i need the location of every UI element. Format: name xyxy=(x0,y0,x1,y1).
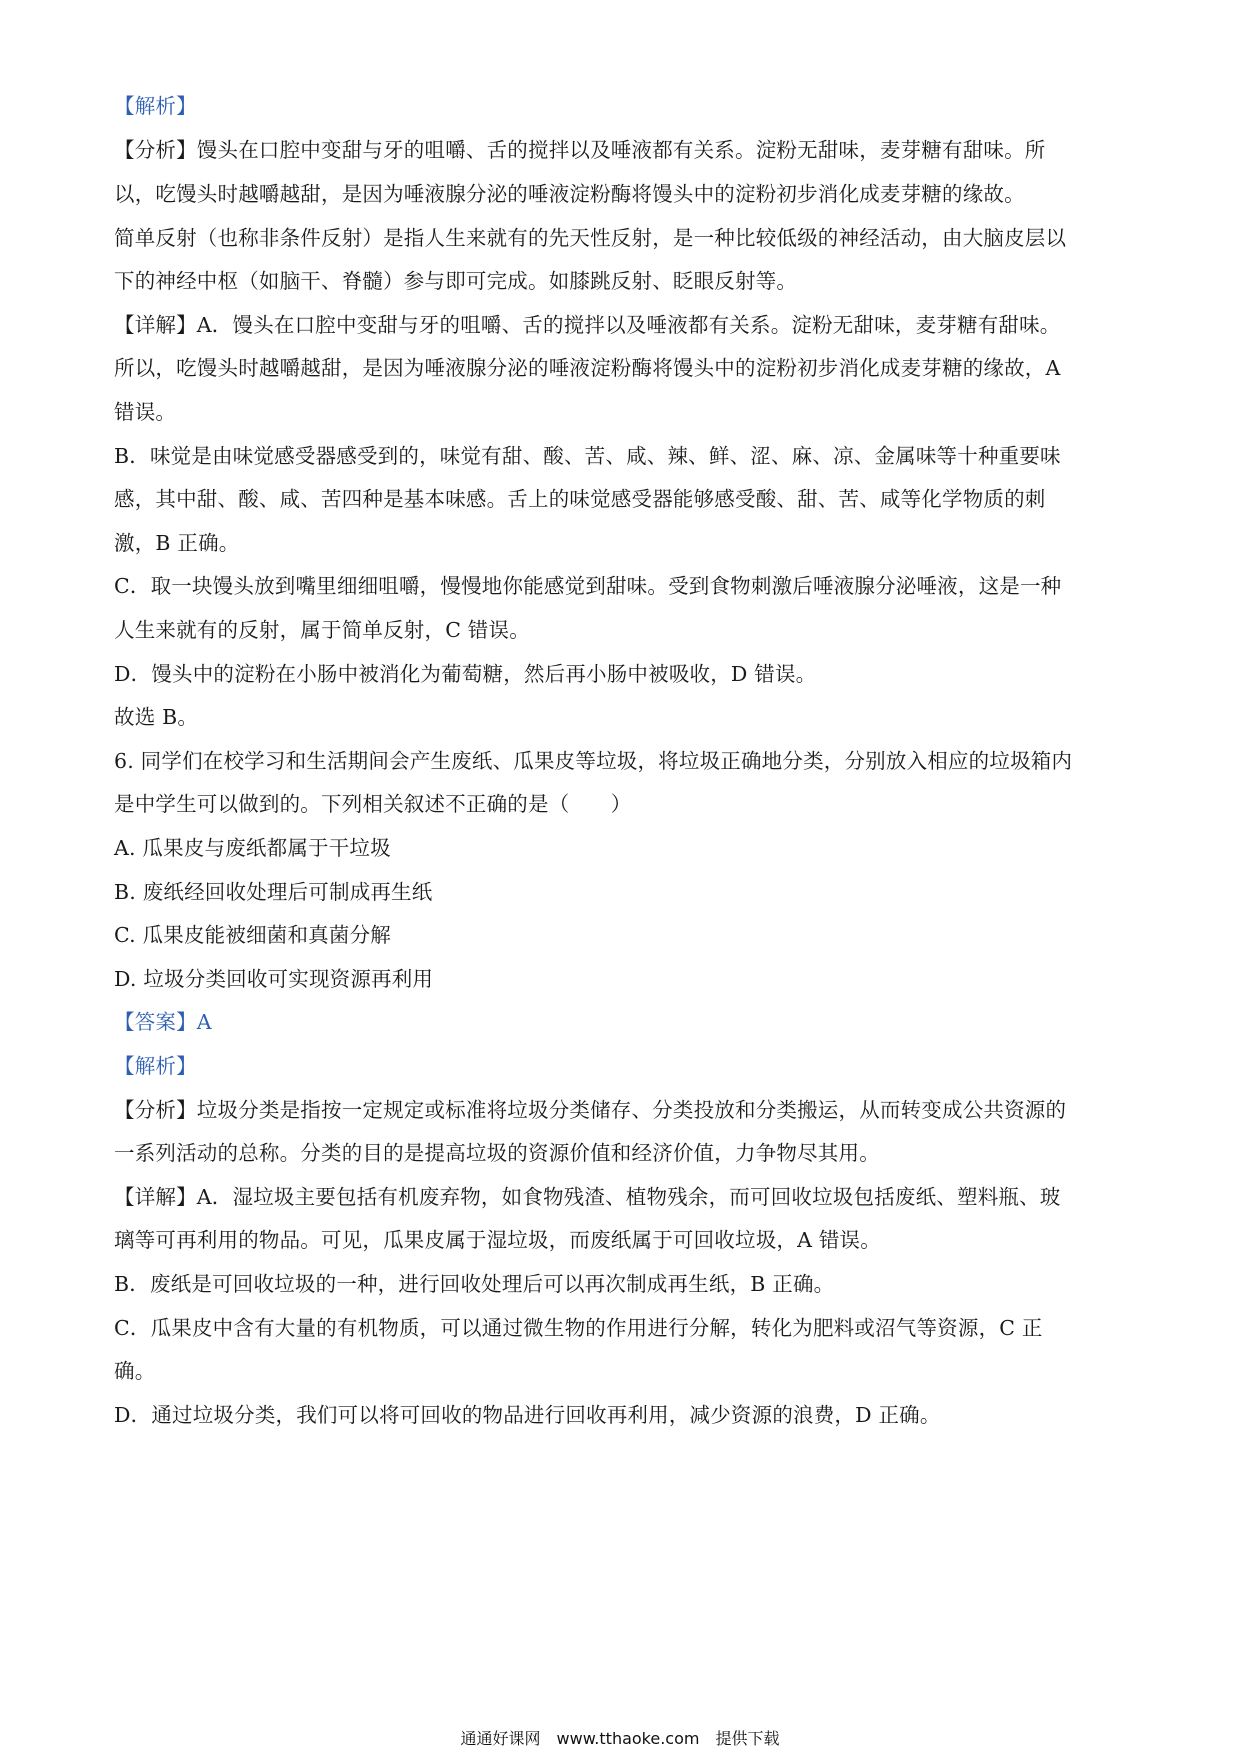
text-line: 人生来就有的反射，属于简单反射，C 错误。 xyxy=(114,618,530,642)
text-line: D．馒头中的淀粉在小肠中被消化为葡萄糖，然后再小肠中被吸收，D 错误。 xyxy=(114,662,817,686)
option-d: D. 垃圾分类回收可实现资源再利用 xyxy=(114,967,434,991)
text-line: 确。 xyxy=(114,1359,156,1383)
text-line: C．取一块馒头放到嘴里细细咀嚼，慢慢地你能感觉到甜味。受到食物刺激后唾液腺分泌唾液，这是一种 xyxy=(114,574,1062,598)
text-line: 下的神经中枢（如脑干、脊髓）参与即可完成。如膝跳反射、眨眼反射等。 xyxy=(114,269,798,293)
text-line: B．废纸是可回收垃圾的一种，进行回收处理后可以再次制成再生纸，B 正确。 xyxy=(114,1272,835,1296)
question-6-stem: 是中学生可以做到的。下列相关叙述不正确的是（ ） xyxy=(114,792,632,816)
option-b: B. 废纸经回收处理后可制成再生纸 xyxy=(114,880,433,904)
text-line: C．瓜果皮中含有大量的有机物质，可以通过微生物的作用进行分解，转化为肥料或沼气等资源，C 正 xyxy=(114,1316,1043,1340)
text-line: 所以，吃馒头时越嚼越甜，是因为唾液腺分泌的唾液淀粉酶将馒头中的淀粉初步消化成麦芽糖的缘故，A xyxy=(114,356,1061,380)
text-line: 璃等可再利用的物品。可见，瓜果皮属于湿垃圾，而废纸属于可回收垃圾，A 错误。 xyxy=(114,1228,881,1252)
text-line: 错误。 xyxy=(114,400,177,424)
option-a: A. 瓜果皮与废纸都属于干垃圾 xyxy=(114,836,391,860)
text-line: 故选 B。 xyxy=(114,705,199,729)
text-line: B．味觉是由味觉感受器感受到的，味觉有甜、酸、苦、咸、辣、鲜、涩、麻、凉、金属味等十种重要味 xyxy=(114,444,1061,468)
text-line: 【详解】A．湿垃圾主要包括有机废弃物，如食物残渣、植物残余，而可回收垃圾包括废纸、塑料瓶、玻 xyxy=(114,1185,1061,1209)
text-line: 【详解】A．馒头在口腔中变甜与牙的咀嚼、舌的搅拌以及唾液都有关系。淀粉无甜味，麦芽糖有甜味。 xyxy=(114,313,1061,337)
question-6-stem: 6. 同学们在校学习和生活期间会产生废纸、瓜果皮等垃圾，将垃圾正确地分类，分别放入相应的垃圾箱内 xyxy=(114,749,1073,773)
text-line: 以，吃馒头时越嚼越甜，是因为唾液腺分泌的唾液淀粉酶将馒头中的淀粉初步消化成麦芽糖的缘故。 xyxy=(114,182,1025,206)
text-line: 【分析】垃圾分类是指按一定规定或标准将垃圾分类储存、分类投放和分类搬运，从而转变成公共资源的 xyxy=(114,1098,1067,1122)
analysis-heading: 【解析】 xyxy=(114,1054,197,1078)
text-line: 【分析】馒头在口腔中变甜与牙的咀嚼、舌的搅拌以及唾液都有关系。淀粉无甜味，麦芽糖有甜味。所 xyxy=(114,138,1046,162)
page-footer: 通通好课网 www.tthaoke.com 提供下载 xyxy=(460,1729,780,1748)
option-c: C. 瓜果皮能被细菌和真菌分解 xyxy=(114,923,391,947)
analysis-heading: 【解析】 xyxy=(114,94,197,118)
text-line: 激，B 正确。 xyxy=(114,531,240,555)
text-line: 感，其中甜、酸、咸、苦四种是基本味感。舌上的味觉感受器能够感受酸、甜、苦、咸等化学物质的刺 xyxy=(114,487,1046,511)
text-line: 简单反射（也称非条件反射）是指人生来就有的先天性反射，是一种比较低级的神经活动，由大脑皮层以 xyxy=(114,226,1067,250)
answer-heading: 【答案】A xyxy=(114,1010,212,1034)
text-line: 一系列活动的总称。分类的目的是提高垃圾的资源价值和经济价值，力争物尽其用。 xyxy=(114,1141,880,1165)
text-line: D．通过垃圾分类，我们可以将可回收的物品进行回收再利用，减少资源的浪费，D 正确。 xyxy=(114,1403,941,1427)
